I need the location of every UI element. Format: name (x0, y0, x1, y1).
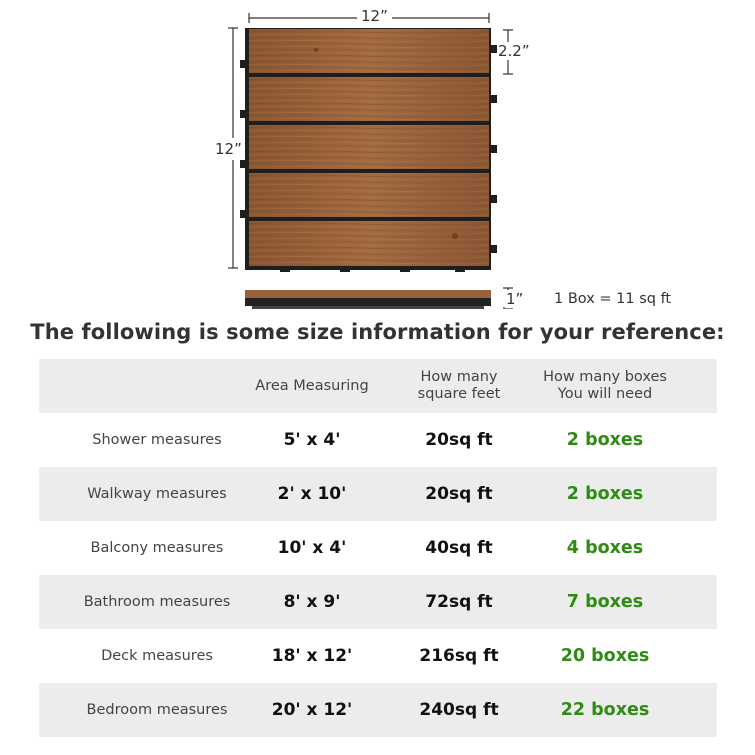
box-coverage-label: 1 Box = 11 sq ft (554, 291, 672, 307)
header-cell-sqft: How many square feet (417, 369, 501, 402)
area-size: 10' x 4' (277, 538, 347, 558)
area-size: 8' x 9' (283, 592, 341, 612)
area-sqft: 20sq ft (425, 484, 493, 504)
boxes-needed: 4 boxes (566, 538, 644, 558)
thickness-label: 1” (506, 290, 524, 308)
boxes-needed: 2 boxes (566, 430, 644, 450)
area-sqft: 20sq ft (425, 430, 493, 450)
area-name: Balcony measures (90, 540, 224, 556)
table-row (39, 413, 717, 467)
table-row (39, 575, 717, 629)
page-heading: The following is some size information for your reference: (30, 320, 725, 344)
boxes-needed: 7 boxes (566, 592, 644, 612)
area-sqft: 72sq ft (425, 592, 493, 612)
tile-diagram (0, 0, 755, 320)
area-size: 18' x 12' (271, 646, 353, 666)
area-size: 5' x 4' (283, 430, 341, 450)
table-row (39, 521, 717, 575)
header-cell-area: Area Measuring (255, 377, 369, 394)
tile-top-view (240, 28, 497, 272)
area-name: Shower measures (92, 432, 222, 448)
area-name: Walkway measures (87, 486, 227, 502)
table-row (39, 683, 717, 737)
tile-side-view (245, 290, 491, 309)
area-name: Bathroom measures (83, 594, 231, 610)
area-name: Deck measures (101, 648, 213, 664)
boxes-needed: 2 boxes (566, 484, 644, 504)
boxes-needed: 20 boxes (560, 646, 650, 666)
table-row (39, 467, 717, 521)
width-label: 12” (357, 7, 392, 25)
height-label: 12” (215, 140, 242, 158)
table-row (39, 629, 717, 683)
area-sqft: 216sq ft (419, 646, 499, 666)
area-sqft: 240sq ft (419, 700, 499, 720)
area-size: 2' x 10' (277, 484, 347, 504)
boxes-needed: 22 boxes (560, 700, 650, 720)
header-cell-boxes: How many boxes You will need (543, 369, 667, 402)
size-table (39, 359, 717, 737)
slat-width-label: 2.2” (498, 42, 530, 60)
table-header-row (39, 359, 717, 413)
area-sqft: 40sq ft (425, 538, 493, 558)
area-size: 20' x 12' (271, 700, 353, 720)
area-name: Bedroom measures (86, 702, 228, 718)
